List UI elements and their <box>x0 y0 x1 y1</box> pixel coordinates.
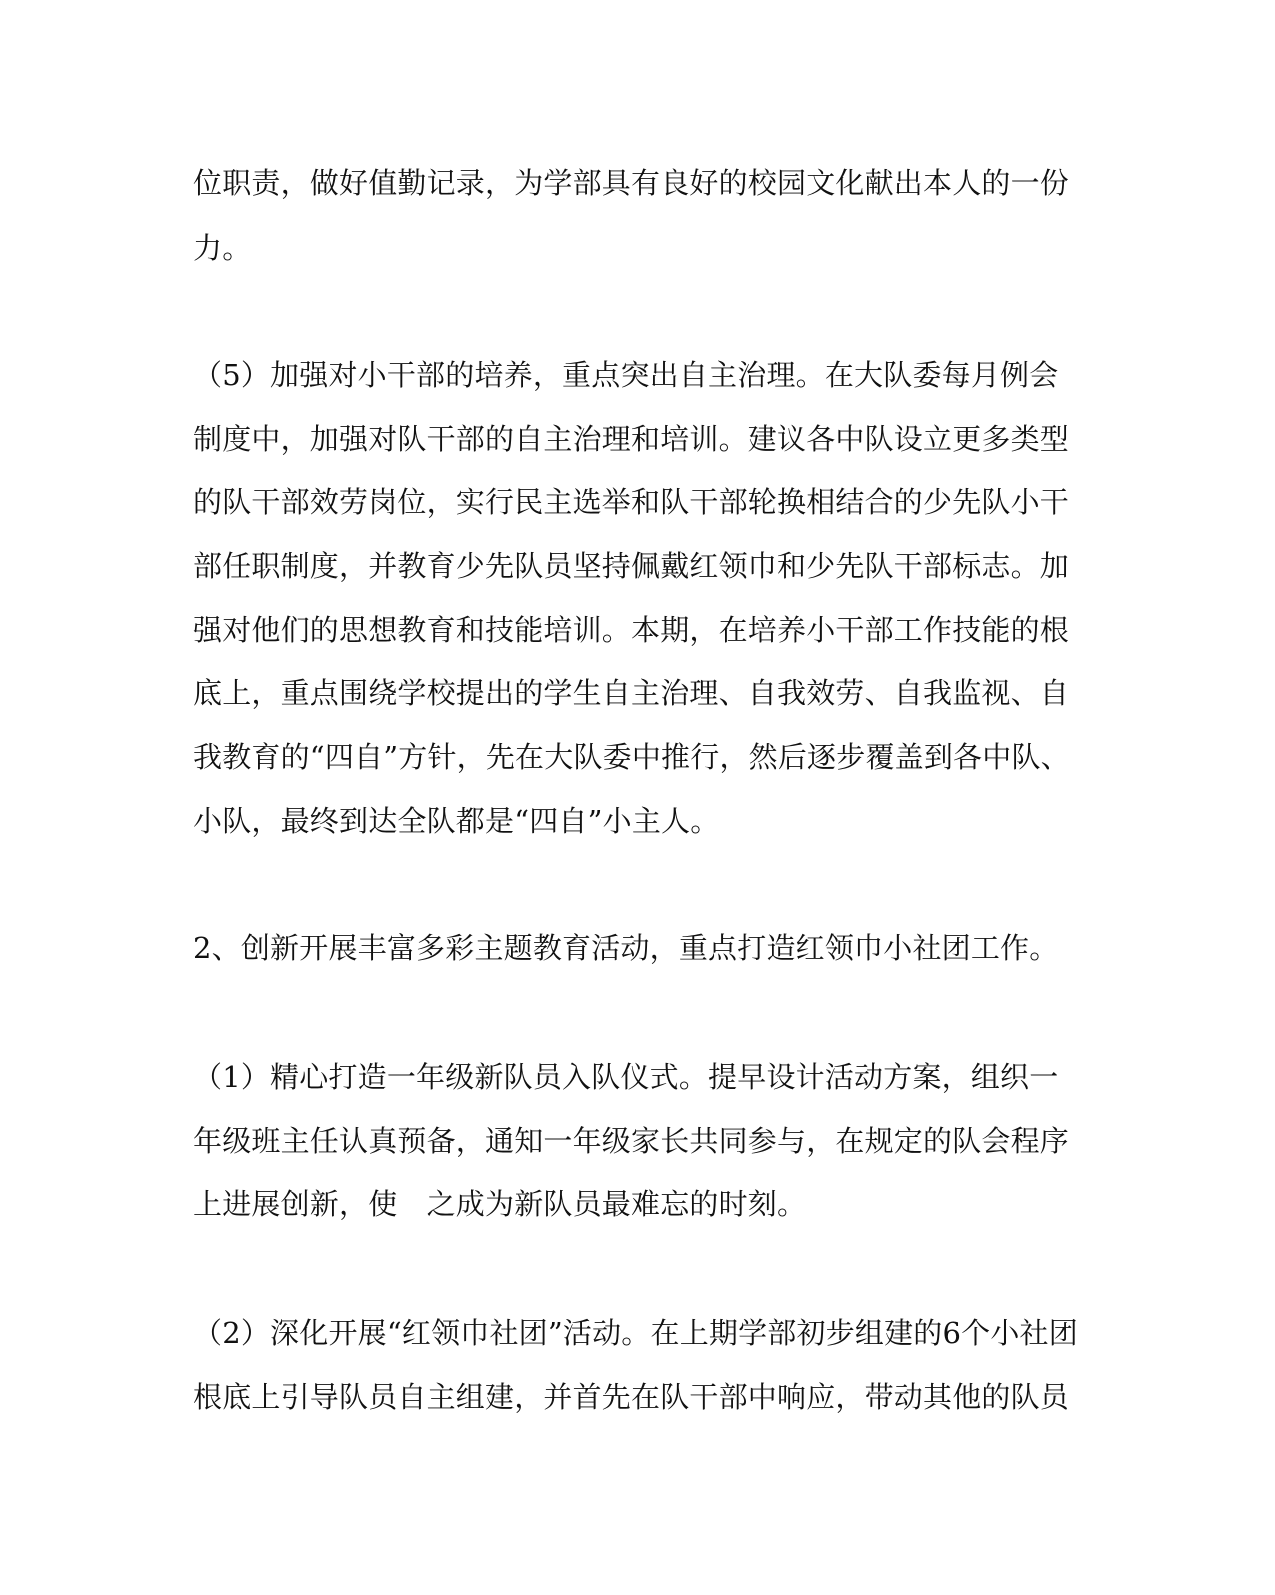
text-line: 底上，重点围绕学校提出的学生自主治理、自我效劳、自我监视、自 <box>193 676 1070 710</box>
text-line: 制度中，加强对队干部的自主治理和培训。建议各中队设立更多类型 <box>193 422 1070 456</box>
text-line: 年级班主任认真预备，通知一年级家长共同参与，在规定的队会程序 <box>193 1124 1070 1158</box>
text-line: 强对他们的思想教育和技能培训。本期，在培养小干部工作技能的根 <box>193 613 1070 647</box>
text-line: 位职责，做好值勤记录，为学部具有良好的校园文化献出本人的一份 <box>193 166 1070 200</box>
text-line: 根底上引导队员自主组建，并首先在队干部中响应，带动其他的队员 <box>193 1380 1070 1414</box>
text-line: 部任职制度，并教育少先队员坚持佩戴红领巾和少先队干部标志。加 <box>193 549 1070 583</box>
text-line: 力。 <box>193 231 252 265</box>
section-heading: 2、创新开展丰富多彩主题教育活动，重点打造红领巾小社团工作。 <box>193 931 1059 965</box>
text-line: （1）精心打造一年级新队员入队仪式。提早设计活动方案，组织一 <box>193 1060 1059 1094</box>
text-line: （2）深化开展“红领巾社团”活动。在上期学部初步组建的6个小社团 <box>193 1316 1078 1350</box>
text-line: 我教育的“四自”方针，先在大队委中推行，然后逐步覆盖到各中队、 <box>193 740 1070 774</box>
text-line: （5）加强对小干部的培养，重点突出自主治理。在大队委每月例会 <box>193 358 1059 392</box>
text-line: 上进展创新，使 之成为新队员最难忘的时刻。 <box>193 1187 807 1221</box>
text-line: 的队干部效劳岗位，实行民主选举和队干部轮换相结合的少先队小干 <box>193 485 1070 519</box>
text-line: 小队，最终到达全队都是“四自”小主人。 <box>193 804 720 838</box>
